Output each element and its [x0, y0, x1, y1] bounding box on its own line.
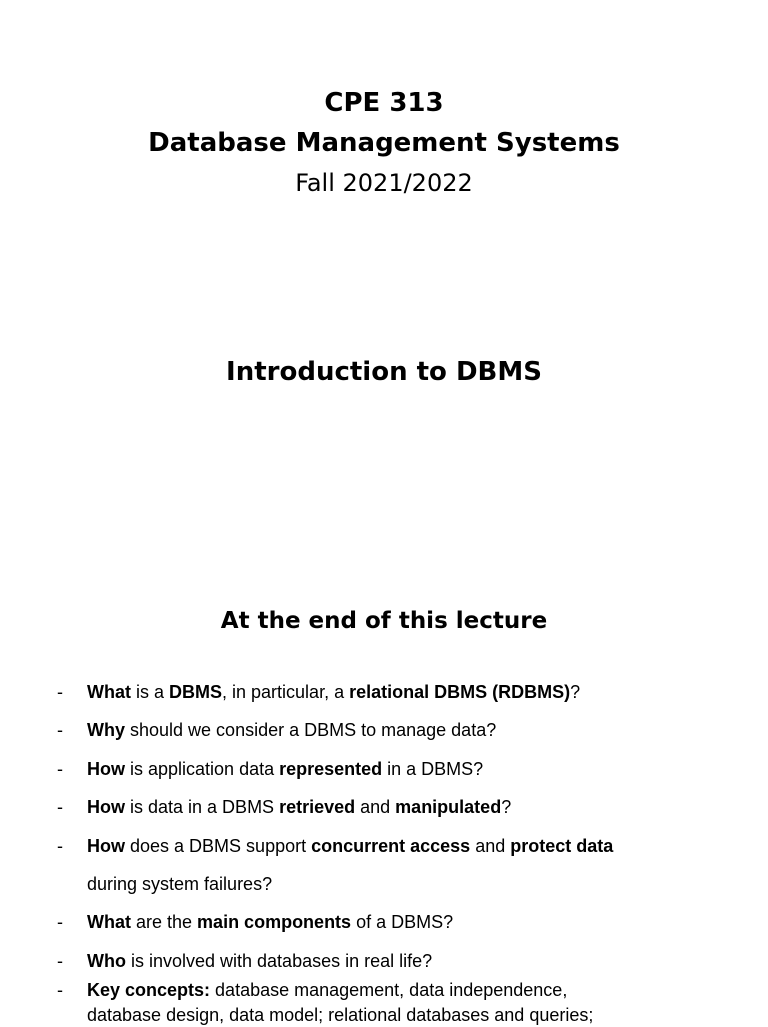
list-item-text: How is data in a DBMS retrieved and manipulated?: [87, 797, 512, 817]
course-name: Database Management Systems: [148, 128, 620, 158]
list-item-text: Key concepts: database management, data independence,: [87, 980, 568, 1000]
term: Fall 2021/2022: [295, 169, 473, 197]
list-item-continuation: database design, data model; relational databases and queries;: [87, 1005, 594, 1025]
list-item-continuation: during system failures?: [87, 874, 273, 894]
lecture-title: Introduction to DBMS: [226, 357, 542, 387]
list-item-text: Who is involved with databases in real life?: [87, 951, 433, 971]
list-item-text: How is application data represented in a DBMS?: [87, 759, 484, 779]
course-code: CPE 313: [324, 88, 444, 118]
list-item-text: What is a DBMS, in particular, a relational DBMS (RDBMS)?: [87, 682, 581, 702]
bullet-marker: -: [57, 759, 63, 779]
bullet-marker: -: [57, 836, 63, 856]
bullet-marker: -: [57, 682, 63, 702]
section-title: At the end of this lecture: [220, 608, 548, 634]
objectives-slide: [0, 560, 768, 1024]
bullet-marker: -: [57, 797, 63, 817]
bullet-marker: -: [57, 980, 63, 1000]
list-item-text: How does a DBMS support concurrent access and protect data: [87, 836, 614, 856]
bullet-marker: -: [57, 912, 63, 932]
list-item-text: Why should we consider a DBMS to manage data?: [87, 720, 497, 740]
bullet-marker: -: [57, 951, 63, 971]
bullet-marker: -: [57, 720, 63, 740]
list-item-text: What are the main components of a DBMS?: [87, 912, 454, 932]
